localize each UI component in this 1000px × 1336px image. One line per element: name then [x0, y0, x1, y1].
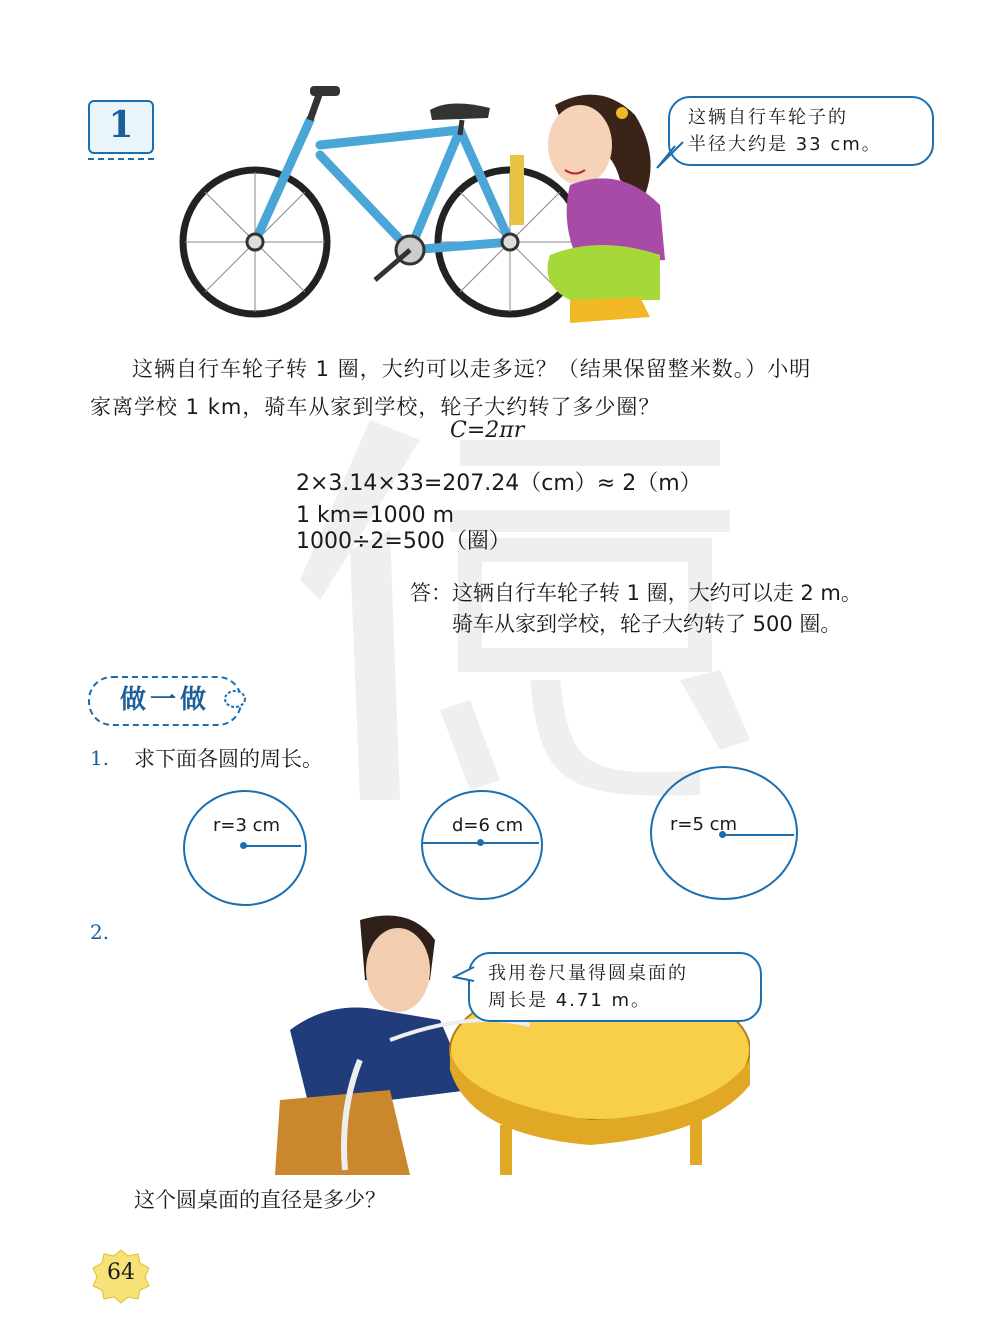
section-heading-tail — [222, 688, 248, 710]
girl-bubble-tail — [655, 140, 685, 170]
question-2-text: 这个圆桌面的直径是多少？ — [134, 1188, 386, 1212]
problem-line2: 家离学校 1 km，骑车从家到学校，轮子大约转了多少圈？ — [90, 395, 661, 419]
circumference-formula: C=2πr — [450, 418, 525, 443]
example-number-badge — [88, 100, 154, 154]
solution-step-2: 1 km=1000 m — [296, 503, 455, 528]
circle-1-label: r=3 cm — [213, 815, 281, 836]
boy-speech-bubble — [468, 952, 762, 1022]
question-2-number: 2. — [90, 920, 110, 944]
solution-step-3: 1000÷2=500（圈） — [296, 529, 511, 554]
girl-speech-bubble — [668, 96, 934, 166]
boy-speech-line1: 我用卷尺量得圆桌面的 — [488, 963, 688, 984]
girl-illustration — [510, 85, 680, 330]
solution-step-1: 2×3.14×33=207.24（cm）≈ 2（m） — [296, 471, 702, 496]
answer-line2: 骑车从家到学校，轮子大约转了 500 圈。 — [452, 612, 842, 636]
circle-3-label: r=5 cm — [670, 814, 738, 835]
page-number: 64 — [107, 1260, 135, 1285]
girl-speech-line2: 半径大约是 33 cm。 — [688, 134, 882, 155]
circle-1-center-dot — [240, 842, 247, 849]
circle-2-label: d=6 cm — [452, 815, 524, 836]
girl-speech-line1: 这辆自行车轮子的 — [688, 107, 848, 128]
section-title: 做一做 — [119, 685, 210, 715]
question-1-number: 1. — [90, 746, 110, 770]
example-number: 1 — [108, 104, 134, 146]
answer-line1: 答：这辆自行车轮子转 1 圈，大约可以走 2 m。 — [410, 581, 862, 605]
circle-2-center-dot — [477, 839, 484, 846]
boy-bubble-tail — [452, 965, 476, 985]
section-heading — [88, 676, 242, 726]
boy-speech-line2: 周长是 4.71 m。 — [488, 990, 652, 1011]
boy-table-illustration — [270, 910, 750, 1175]
problem-line1: 这辆自行车轮子转 1 圈，大约可以走多远？（结果保留整米数。）小明 — [132, 357, 812, 381]
circle-1-radius-line — [243, 845, 301, 847]
question-1-text: 求下面各圆的周长。 — [134, 747, 323, 771]
